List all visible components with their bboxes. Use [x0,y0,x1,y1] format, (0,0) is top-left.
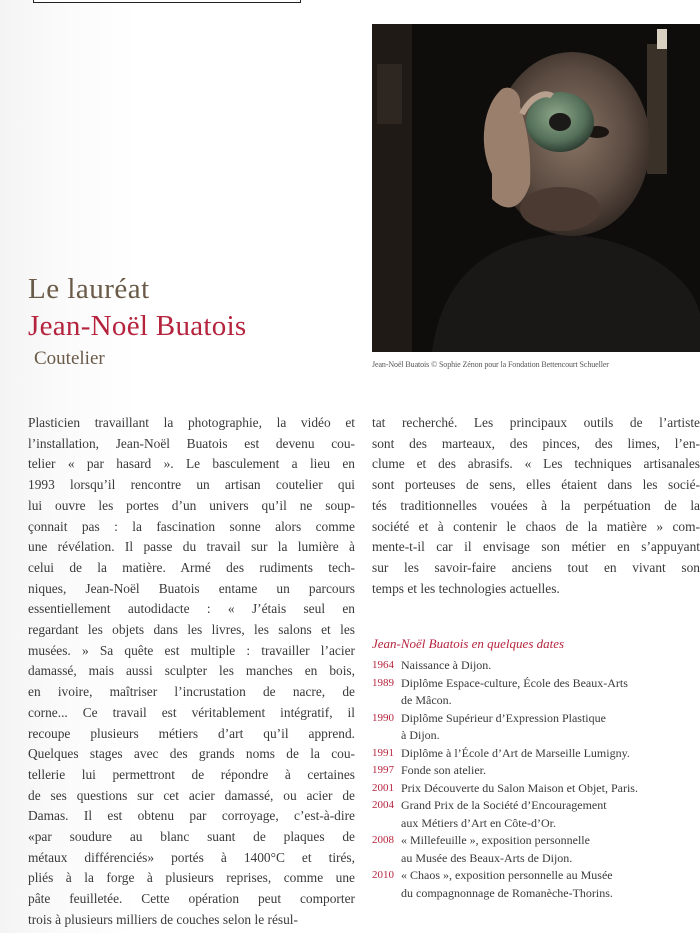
article-line: recoupe plusieurs métiers d’art qu’il apprend. [28,725,355,741]
article-line: une révélation. Il passe du travail sur la lumière à [28,539,355,555]
date-year: 2004 [372,799,394,811]
date-item [372,762,700,780]
article-line: celui de la matière. Armé des rudiments tech- [28,559,355,575]
date-year: 2008 [372,834,394,846]
date-year: 2001 [372,781,394,794]
date-item [372,797,700,832]
date-year: 2010 [372,869,394,881]
article-line: damassé, mais aussi sculpter les manches en bois, [28,663,355,679]
date-description: Naissance à Dijon. [401,658,492,672]
article-line: pâte feuilletée. Cette opération peut comporter [28,891,355,907]
dates-list [372,657,700,902]
article-line: essentiellement autodidacte : « J’étais seul en [28,601,355,617]
date-item [372,832,700,867]
date-item [372,745,700,763]
article-line: lui ouvre les portes d’un univers qu’il ne soup- [28,497,355,513]
date-year: 1989 [372,676,394,689]
article-line: mente-t-il car il envisage son métier en s’appuyant [372,539,700,555]
article-line: tat recherché. Les principaux outils de l’artiste [372,415,700,430]
article-line: tés traditionnelles vouées à la perpétuation de la [372,497,700,513]
date-description: « Millefeuille », exposition personnelle [401,833,590,847]
date-description: à Dijon. [401,728,440,742]
date-description: « Chaos », exposition personnelle au Musée [401,868,613,882]
article-line: regardant les objets dans les livres, les salons et les [28,622,355,638]
date-description: de Mâcon. [401,693,452,707]
date-description: au Musée des Beaux-Arts de Dijon. [401,850,573,865]
date-description: Diplôme Supérieur d’Expression Plastique [401,710,606,725]
article-line: telier « par hasard ». Le basculement a lieu en [28,456,355,472]
article-line: l’installation, Jean-Noël Buatois est devenu cou- [28,435,355,451]
section-label: Le lauréat [28,273,150,305]
portrait-photo [372,24,700,352]
article-line: métaux différenciés» portés à 1400°C et tirés, [28,849,355,865]
portrait-image [372,24,700,352]
date-description: Diplôme à l’École d’Art de Marseille Lumigny. [401,745,630,760]
article-line: tellerie lui permettront de répondre à certaines [28,766,355,782]
article-line: musées. » Sa quête est multiple : travailler l’acier [28,642,355,658]
date-description: Prix Découverte du Salon Maison et Objet, Paris. [401,780,638,795]
date-item [372,710,700,745]
date-year: 1990 [372,711,394,724]
date-item [372,657,700,675]
article-line: de ses questions sur cet acier damassé, ou acier de [28,787,355,803]
date-description: du compagnonnage de Romanèche-Thorins. [401,885,613,900]
article-line: Plasticien travaillant la photographie, la vidéo et [28,415,355,430]
article-line: pliés à la forge à plusieurs reprises, comme une [28,870,355,886]
date-year: 1997 [372,764,394,776]
article-line: corne... Ce travail est véritablement intégratif, il [28,704,355,720]
date-description: Grand Prix de la Société d’Encouragement [401,798,607,812]
laureate-role: Coutelier [34,348,105,369]
dates-title: Jean-Noël Buatois en quelques dates [372,636,565,651]
article-line: société et à contenir le chaos de la matière » com- [372,518,700,534]
photo-caption: Jean-Noël Buatois © Sophie Zénon pour la Fondation Bettencourt Schueller [372,360,609,369]
date-description: Fonde son atelier. [401,763,486,777]
date-description: Diplôme Espace-culture, École des Beaux-Arts [401,675,628,690]
date-year: 1964 [372,659,394,671]
header-rule-box [33,0,301,3]
article-line: sont porteuses de sens, elles étaient dans les socié- [372,477,700,493]
article-line: en ivoire, maîtriser l’incrustation de nacre, de [28,684,355,700]
article-line: Quelques stages avec des grands noms de la cou- [28,746,355,762]
laureate-name: Jean-Noël Buatois [28,310,247,342]
article-line: çonnait pas : la fascination sonne alors comme [28,518,355,534]
article-column-left [28,413,355,931]
article-line: trois à plusieurs milliers de couches selon le résul- [28,911,298,927]
date-item [372,780,700,798]
date-year: 1991 [372,746,394,759]
article-line: sont des marteaux, des pinces, des limes, l’en- [372,435,700,451]
article-column-right [372,413,700,599]
date-description: aux Métiers d’Art en Côte-d’Or. [401,815,556,830]
article-line: «par soudure au blanc suant de plaques de [28,829,355,845]
article-line: niques, Jean-Noël Buatois entame un parcours [28,580,355,596]
article-line: Damas. Il est obtenu par corroyage, c’est-à-dire [28,808,355,824]
date-item [372,675,700,710]
article-line: temps et les technologies actuelles. [372,580,560,596]
article-line: sur les savoir-faire anciens tout en vivant son [372,559,700,575]
date-item [372,867,700,902]
article-line: 1993 lorsqu’il rencontre un artisan coutelier qui [28,477,355,493]
article-line: clume et des abrasifs. « Les techniques artisanales [372,456,700,472]
